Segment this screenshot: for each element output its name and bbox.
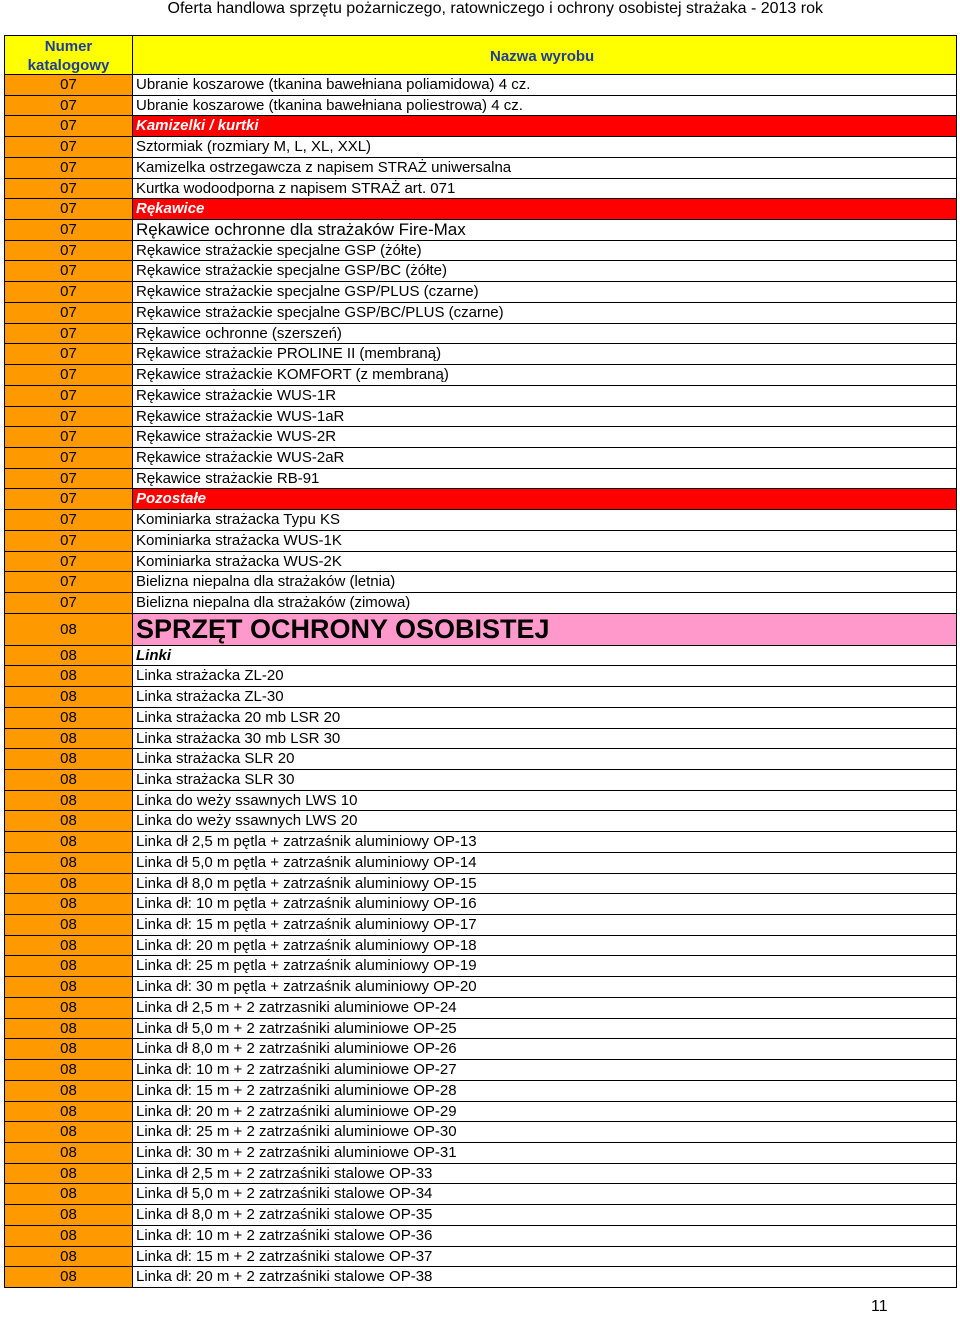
product-name-cell: Rękawice strażackie specjalne GSP/BC/PLUS (czarne)	[133, 303, 956, 323]
product-name-cell: Rękawice strażackie WUS-2R	[133, 427, 956, 447]
catalog-number-cell: 07	[5, 158, 133, 178]
table-row	[4, 593, 957, 614]
catalog-number-header	[5, 36, 133, 74]
catalog-number-cell: 08	[5, 729, 133, 749]
table-row	[4, 1019, 957, 1040]
table-row	[4, 1122, 957, 1143]
page-number: 11	[871, 1298, 888, 1315]
table-row	[4, 552, 957, 573]
catalog-number-cell: 07	[5, 552, 133, 572]
product-name-cell: Linka dł 2,5 m + 2 zatrzaśniki stalowe OP-33	[133, 1164, 956, 1184]
catalog-number-cell: 08	[5, 666, 133, 686]
catalog-number-cell: 08	[5, 1081, 133, 1101]
product-name-cell: Linka dł 2,5 m pętla + zatrzaśnik aluminiowy OP-13	[133, 832, 956, 852]
product-name-cell: Rękawice strażackie RB-91	[133, 469, 956, 489]
catalog-number-cell: 07	[5, 241, 133, 261]
table-row	[4, 1060, 957, 1081]
product-name-cell: Rękawice ochronne (szerszeń)	[133, 324, 956, 344]
catalog-number-cell: 07	[5, 344, 133, 364]
catalog-number-cell: 08	[5, 1060, 133, 1080]
product-name-cell: Kominiarka strażacka Typu KS	[133, 510, 956, 530]
catalog-number-cell: 07	[5, 282, 133, 302]
table-row	[4, 791, 957, 812]
product-name-cell: Pozostałe	[133, 489, 956, 509]
table-row	[4, 708, 957, 729]
product-name-cell: Kamizelka ostrzegawcza z napisem STRAŻ uniwersalna	[133, 158, 956, 178]
product-name-header-label: Nazwa wyrobu	[490, 48, 595, 65]
product-name-cell: Bielizna niepalna dla strażaków (zimowa)	[133, 593, 956, 613]
table-row	[4, 282, 957, 303]
table-row	[4, 1267, 957, 1288]
product-name-cell: Linka dł: 30 m + 2 zatrzaśniki aluminiowe OP-31	[133, 1143, 956, 1163]
catalog-number-cell: 07	[5, 386, 133, 406]
product-name-cell: Ubranie koszarowe (tkanina bawełniana poliestrowa) 4 cz.	[133, 96, 956, 116]
page-title: Oferta handlowa sprzętu pożarniczego, ratowniczego i ochrony osobistej strażaka - 2013 rok	[167, 0, 823, 17]
catalog-number-cell: 08	[5, 874, 133, 894]
table-row	[4, 1143, 957, 1164]
catalog-number-cell: 08	[5, 1226, 133, 1246]
table-row	[4, 179, 957, 200]
product-name-cell: Linka strażacka 30 mb LSR 30	[133, 729, 956, 749]
product-name-cell: Linka strażacka ZL-20	[133, 666, 956, 686]
catalog-number-cell: 08	[5, 1164, 133, 1184]
catalog-number-cell: 08	[5, 894, 133, 914]
catalog-number-cell: 08	[5, 646, 133, 666]
product-name-cell: Linki	[133, 646, 956, 666]
table-row	[4, 687, 957, 708]
table-body	[4, 75, 957, 1288]
product-name-cell: Linka dł: 10 m + 2 zatrzaśniki aluminiowe OP-27	[133, 1060, 956, 1080]
catalog-number-cell: 08	[5, 811, 133, 831]
table-row	[4, 915, 957, 936]
product-name-cell: Kominiarka strażacka WUS-2K	[133, 552, 956, 572]
product-name-cell: Linka strażacka 20 mb LSR 20	[133, 708, 956, 728]
catalog-number-cell: 08	[5, 1247, 133, 1267]
table-row	[4, 1205, 957, 1226]
catalog-number-cell: 08	[5, 998, 133, 1018]
product-name-cell: Linka dł 8,0 m + 2 zatrzaśniki aluminiowe OP-26	[133, 1039, 956, 1059]
catalog-number-cell: 07	[5, 407, 133, 427]
table-row	[4, 853, 957, 874]
table-row	[4, 344, 957, 365]
catalog-number-cell: 08	[5, 832, 133, 852]
product-name-cell: Linka strażacka SLR 20	[133, 749, 956, 769]
table-row	[4, 977, 957, 998]
category-row	[4, 489, 957, 510]
catalog-number-cell: 07	[5, 96, 133, 116]
product-name-cell: Rękawice	[133, 199, 956, 219]
catalog-number-cell: 07	[5, 324, 133, 344]
catalog-number-cell: 07	[5, 116, 133, 136]
catalog-number-cell: 08	[5, 956, 133, 976]
catalog-number-cell: 07	[5, 448, 133, 468]
product-name-cell: Linka dł 5,0 m + 2 zatrzaśniki aluminiowe OP-25	[133, 1019, 956, 1039]
catalog-number-header-line2: katalogowy	[27, 57, 110, 74]
product-name-cell: Linka dł 5,0 m + 2 zatrzaśniki stalowe OP-34	[133, 1184, 956, 1204]
catalog-number-cell: 08	[5, 1019, 133, 1039]
catalog-number-cell: 08	[5, 749, 133, 769]
product-name-cell: SPRZĘT OCHRONY OSOBISTEJ	[133, 614, 956, 645]
table-row	[4, 811, 957, 832]
product-name-cell: Linka dł: 25 m + 2 zatrzaśniki aluminiowe OP-30	[133, 1122, 956, 1142]
catalog-number-cell: 07	[5, 179, 133, 199]
product-name-cell: Linka dł: 10 m + 2 zatrzaśniki stalowe OP-36	[133, 1226, 956, 1246]
section-row	[4, 614, 957, 646]
catalog-number-cell: 07	[5, 572, 133, 592]
product-name-cell: Linka dł: 15 m + 2 zatrzaśniki aluminiowe OP-28	[133, 1081, 956, 1101]
table-row	[4, 75, 957, 96]
table-row	[4, 531, 957, 552]
catalog-number-cell: 08	[5, 853, 133, 873]
product-name-cell: Ubranie koszarowe (tkanina bawełniana poliamidowa) 4 cz.	[133, 75, 956, 95]
table-row	[4, 137, 957, 158]
catalog-number-cell: 08	[5, 1267, 133, 1287]
product-name-cell: Rękawice strażackie specjalne GSP/PLUS (czarne)	[133, 282, 956, 302]
table-row	[4, 427, 957, 448]
table-row	[4, 386, 957, 407]
product-name-cell: Linka dł: 20 m + 2 zatrzaśniki stalowe OP-38	[133, 1267, 956, 1287]
table-row	[4, 365, 957, 386]
table-row	[4, 1247, 957, 1268]
product-name-cell: Rękawice strażackie specjalne GSP (żółte)	[133, 241, 956, 261]
catalog-number-cell: 07	[5, 365, 133, 385]
product-name-cell: Linka dł: 15 m + 2 zatrzaśniki stalowe OP-37	[133, 1247, 956, 1267]
table-row	[4, 510, 957, 531]
catalog-number-cell: 08	[5, 687, 133, 707]
product-name-cell: Rękawice strażackie WUS-1R	[133, 386, 956, 406]
table-row	[4, 1164, 957, 1185]
catalog-number-cell: 07	[5, 427, 133, 447]
catalog-number-cell: 07	[5, 75, 133, 95]
product-name-cell: Kamizelki / kurtki	[133, 116, 956, 136]
catalog-number-header-line1: Numer	[44, 38, 93, 55]
catalog-number-cell: 07	[5, 469, 133, 489]
catalog-number-cell: 08	[5, 915, 133, 935]
table-row	[4, 1226, 957, 1247]
product-name-cell: Linka strażacka SLR 30	[133, 770, 956, 790]
table-row	[4, 749, 957, 770]
table-row	[4, 220, 957, 241]
catalog-number-cell: 08	[5, 1102, 133, 1122]
catalog-number-cell: 08	[5, 1143, 133, 1163]
table-row	[4, 241, 957, 262]
product-name-cell: Linka dł: 20 m + 2 zatrzaśniki aluminiowe OP-29	[133, 1102, 956, 1122]
table-row	[4, 1081, 957, 1102]
product-name-cell: Linka dł: 10 m pętla + zatrzaśnik aluminiowy OP-16	[133, 894, 956, 914]
table-row	[4, 956, 957, 977]
catalog-number-cell: 08	[5, 936, 133, 956]
product-name-cell: Linka dł 8,0 m pętla + zatrzaśnik aluminiowy OP-15	[133, 874, 956, 894]
product-name-cell: Rękawice strażackie specjalne GSP/BC (żółte)	[133, 261, 956, 281]
catalog-number-cell: 08	[5, 1205, 133, 1225]
category-row	[4, 116, 957, 137]
product-name-cell: Linka strażacka ZL-30	[133, 687, 956, 707]
catalog-number-cell: 08	[5, 708, 133, 728]
table-row	[4, 1102, 957, 1123]
table-row	[4, 572, 957, 593]
table-row	[4, 770, 957, 791]
table-row	[4, 469, 957, 490]
product-name-cell: Kurtka wodoodporna z napisem STRAŻ art. 071	[133, 179, 956, 199]
product-name-cell: Linka dł 8,0 m + 2 zatrzaśniki stalowe OP-35	[133, 1205, 956, 1225]
catalog-number-cell: 07	[5, 489, 133, 509]
table-row	[4, 1039, 957, 1060]
product-name-header	[133, 36, 956, 74]
table-row	[4, 96, 957, 117]
catalog-number-cell: 07	[5, 199, 133, 219]
catalog-number-cell: 07	[5, 510, 133, 530]
product-name-cell: Linka dł 2,5 m + 2 zatrzasniki aluminiowe OP-24	[133, 998, 956, 1018]
product-name-cell: Rękawice strażackie WUS-2aR	[133, 448, 956, 468]
product-name-cell: Linka do weży ssawnych LWS 20	[133, 811, 956, 831]
table-row	[4, 998, 957, 1019]
table-row	[4, 158, 957, 179]
table-row	[4, 303, 957, 324]
catalog-number-cell: 07	[5, 593, 133, 613]
catalog-number-cell: 08	[5, 977, 133, 997]
product-name-cell: Rękawice strażackie PROLINE II (membraną)	[133, 344, 956, 364]
product-name-cell: Linka dł: 15 m pętla + zatrzaśnik aluminiowy OP-17	[133, 915, 956, 935]
table-row	[4, 261, 957, 282]
product-name-cell: Linka dł: 30 m pętla + zatrzaśnik aluminiowy OP-20	[133, 977, 956, 997]
catalog-number-cell: 07	[5, 220, 133, 240]
catalog-number-cell: 08	[5, 1184, 133, 1204]
catalog-number-cell: 08	[5, 1122, 133, 1142]
catalog-number-cell: 08	[5, 770, 133, 790]
product-name-cell: Linka dł: 25 m pętla + zatrzaśnik aluminiowy OP-19	[133, 956, 956, 976]
table-row	[4, 666, 957, 687]
table-row	[4, 894, 957, 915]
product-name-cell: Rękawice strażackie KOMFORT (z membraną)	[133, 365, 956, 385]
category-row	[4, 199, 957, 220]
catalog-number-cell: 07	[5, 303, 133, 323]
table-row	[4, 874, 957, 895]
table-row	[4, 832, 957, 853]
table-row	[4, 936, 957, 957]
catalog-number-cell: 08	[5, 791, 133, 811]
product-name-cell: Rękawice ochronne dla strażaków Fire-Max	[133, 220, 956, 240]
product-name-cell: Rękawice strażackie WUS-1aR	[133, 407, 956, 427]
catalog-number-cell: 08	[5, 1039, 133, 1059]
product-name-cell: Kominiarka strażacka WUS-1K	[133, 531, 956, 551]
product-name-cell: Bielizna niepalna dla strażaków (letnia)	[133, 572, 956, 592]
table-row	[4, 729, 957, 750]
catalog-number-cell: 07	[5, 261, 133, 281]
catalog-number-cell: 08	[5, 614, 133, 645]
catalog-number-cell: 07	[5, 531, 133, 551]
table-row	[4, 1184, 957, 1205]
product-name-cell: Linka do weży ssawnych LWS 10	[133, 791, 956, 811]
category-row	[4, 646, 957, 667]
catalog-number-cell: 07	[5, 137, 133, 157]
table-row	[4, 407, 957, 428]
table-header	[4, 35, 957, 75]
table-row	[4, 448, 957, 469]
table-row	[4, 324, 957, 345]
catalog-table	[4, 35, 957, 1288]
product-name-cell: Linka dł 5,0 m pętla + zatrzaśnik aluminiowy OP-14	[133, 853, 956, 873]
product-name-cell: Linka dł: 20 m pętla + zatrzaśnik aluminiowy OP-18	[133, 936, 956, 956]
product-name-cell: Sztormiak (rozmiary M, L, XL, XXL)	[133, 137, 956, 157]
